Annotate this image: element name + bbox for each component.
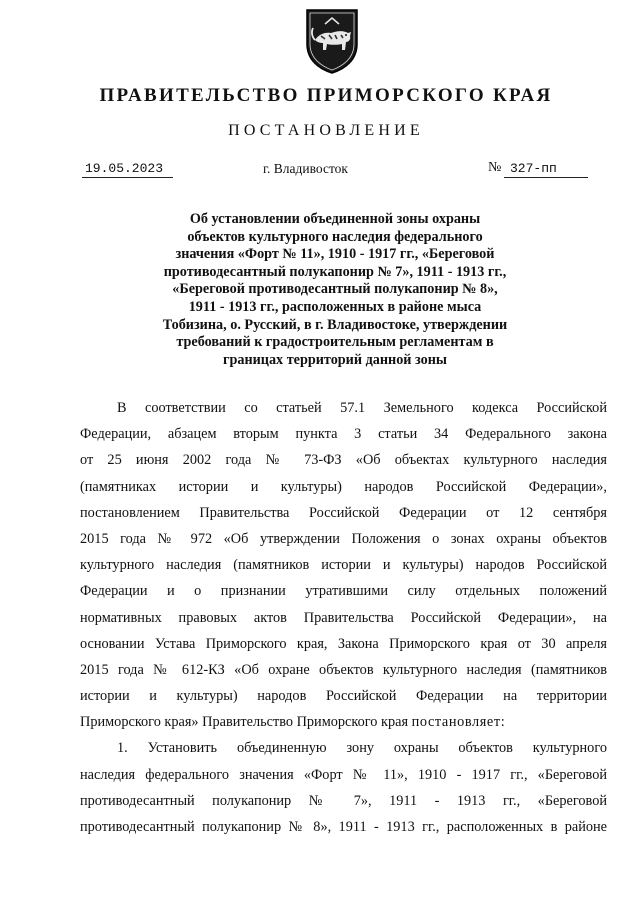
- subject-line: 1911 - 1913 гг., расположенных в районе мыса: [188, 298, 482, 315]
- subject-line: объектов культурного наследия федерального: [187, 228, 483, 245]
- document-meta-row: [0, 159, 640, 183]
- subject-line: значения «Форт № 11», 1910 - 1917 гг., «Береговой: [175, 246, 495, 263]
- body-line: культурного наследия (памятников истории и культуры) народов Российской: [80, 557, 607, 574]
- document-date: 19.05.2023: [82, 161, 173, 178]
- subject-line: Тобизина, о. Русский, в г. Владивостоке, утверждении: [162, 316, 508, 333]
- body-line: от 25 июня 2002 года № 73-ФЗ «Об объектах культурного наследия: [80, 452, 607, 469]
- document-number: 327-пп: [504, 161, 588, 178]
- body-line: Федерации, абзацем вторым пункта 3 статьи 34 Федерального закона: [80, 426, 607, 443]
- body-line: постановлением Правительства Российской Федерации от 12 сентября: [80, 504, 607, 521]
- body-line-last: [80, 709, 607, 735]
- body-line: (памятниках истории и культуры) народов Российской Федерации»,: [80, 478, 607, 495]
- item1-line: 1. Установить объединенную зону охраны объектов культурного: [117, 740, 607, 757]
- body-line: истории и культуры) народов Российской Федерации на территории: [80, 688, 607, 705]
- item1-line: наследия федерального значения «Форт № 11», 1910 - 1917 гг., «Береговой: [80, 766, 607, 783]
- item1-line: противодесантный полукапонир № 8», 1911 - 1913 гг., расположенных в районе: [80, 819, 607, 836]
- document-subject: [100, 211, 570, 369]
- document-city: г. Владивосток: [263, 161, 348, 176]
- body-line: В соответствии со статьей 57.1 Земельного кодекса Российской: [117, 400, 607, 416]
- subject-line: границах территорий данной зоны: [223, 351, 447, 368]
- subject-line: «Береговой противодесантный полукапонир № 8»,: [172, 281, 498, 298]
- document-type: ПОСТАНОВЛЕНИЕ: [228, 122, 424, 139]
- body-line: основании Устава Приморского края, Закона Приморского края от 30 апреля: [80, 635, 607, 652]
- body-line: 2015 года № 972 «Об утверждении Положения о зонах охраны объектов: [80, 530, 607, 547]
- number-label: №: [488, 160, 502, 175]
- subject-line: противодесантный полукапонир № 7», 1911 - 1913 гг.,: [163, 263, 507, 280]
- government-title: ПРАВИТЕЛЬСТВО ПРИМОРСКОГО КРАЯ: [99, 85, 553, 106]
- item1-line: противодесантный полукапонир № 7», 1911 - 1913 гг., «Береговой: [80, 792, 607, 809]
- body-line-text: Приморского края» Правительство Приморского края: [80, 714, 412, 731]
- body-line: нормативных правовых актов Правительства Российской Федерации», на: [80, 609, 607, 626]
- subject-line: требований к градостроительным регламентам в: [176, 334, 494, 351]
- body-line: 2015 года № 612-КЗ «Об охране объектов культурного наследия (памятников: [80, 661, 607, 678]
- coat-of-arms-icon: [301, 6, 363, 76]
- document-body: [80, 395, 607, 840]
- body-line: Федерации и о признании утратившими силу отдельных положений: [80, 583, 607, 600]
- subject-line: Об установлении объединенной зоны охраны: [189, 211, 481, 227]
- resolves-word: постановляет:: [411, 714, 506, 731]
